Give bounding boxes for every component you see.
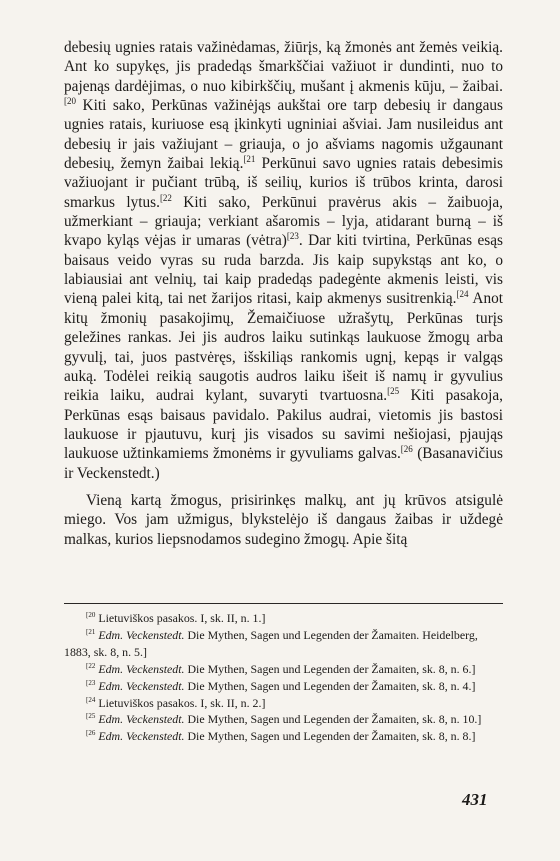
footnote-ref: [21 bbox=[243, 153, 256, 164]
footnote-text: Lietuviškos pasakos. I, sk. II, n. 1.] bbox=[95, 611, 266, 625]
footnote-mark: [24 bbox=[86, 695, 96, 704]
footnote bbox=[64, 695, 503, 712]
footnote bbox=[64, 711, 503, 728]
footnote-ref: [26 bbox=[400, 444, 413, 455]
text-run: Anot kitų žmonių pasakojimų, Žemaičiuose užrašytų, Perkūnas turįs geležines rankas. Jei jis audros laiku sutinkąs laukuose žmogų arba gyvulį, tai, juos pastvėręs, išskiliąs rankomis ugnį, kepąs ir valgąs auką. Todėlei reikią saugotis audros laiku išeit iš namų ir gyvulius reikia laiku, audrai kylant, suvaryti tvartuosna. bbox=[64, 290, 503, 405]
footnote bbox=[64, 661, 503, 678]
footnote-author: Edm. Veckenstedt. bbox=[98, 712, 185, 727]
footnote-ref: [20 bbox=[64, 95, 76, 106]
footnote-mark: [22 bbox=[86, 661, 96, 670]
footnote bbox=[64, 610, 503, 627]
footnote-author: Edm. Veckenstedt. bbox=[98, 729, 185, 744]
text-run: . Dar kiti tvirtina, Perkūnas esąs baisaus veido vyras su ruda barzda. Jis kaip supykstąs ant ko, o labiausiai ant velnių, tai kaip pradedąs padegėnte akmenis leisti, vis vieną palei kitą, tai net žarijos ritasi, kaip akmenys susitrenkią. bbox=[64, 232, 503, 308]
footnote bbox=[64, 627, 503, 661]
footnotes bbox=[64, 603, 503, 745]
footnote bbox=[64, 728, 503, 745]
footnote-text: Die Mythen, Sagen und Legenden der Žamaiten, sk. 8, n. 4.] bbox=[184, 678, 476, 693]
text-run: (Basanavičius ir Veckenstedt.) bbox=[64, 445, 504, 482]
page-number: 431 bbox=[462, 790, 488, 809]
footnote-mark: [26 bbox=[86, 729, 96, 738]
footnote-text: Lietuviškos pasakos. I, sk. II, n. 2.] bbox=[95, 695, 266, 710]
body-text bbox=[64, 38, 503, 549]
text-run: debesių ugnies ratais važinėdamas, žiūrįs, ką žmonės ant žemės veikią. Ant ko supykęs, jis pradedąs šmarkščiai važiuot ir dundinti, nuo to pajenąs dardėjimas, o nuo kibirkščių, mušant į akmenis kūju, – žaibai. bbox=[64, 39, 503, 95]
footnote-ref: [22 bbox=[159, 192, 172, 203]
footnote-text: Die Mythen, Sagen und Legenden der Žamaiten, sk. 8, n. 6.] bbox=[184, 661, 476, 676]
footnote-text: Die Mythen, Sagen und Legenden der Žamaiten, sk. 8, n. 10.] bbox=[184, 712, 482, 727]
text-run: Perkūnui savo ugnies ratais debesimis važiuojant ir pučiant trūbą, iš seilių, kurios iš trūbos krinta, darosi smarkus lytus. bbox=[64, 155, 504, 211]
footnote-mark: [20 bbox=[86, 611, 96, 620]
footnote-text: Die Mythen, Sagen und Legenden der Žamaiten, sk. 8, n. 8.] bbox=[184, 729, 476, 744]
footnote-ref: [25 bbox=[387, 386, 400, 397]
paragraph bbox=[64, 38, 503, 483]
text-run: Kiti pasakoja, Perkūnas esąs baisaus pavidalo. Pakilus audrai, vietomis jis bastosi laukuose ir pjautuvu, kurį jis visados su savimi nešiojasi, pjaująs laukuose užtinkamiems žmonėms ir gyvuliams galvas. bbox=[64, 387, 503, 463]
footnote-text: Die Mythen, Sagen und Legenden der Žamaiten. Heidelberg, 1883, sk. 8, n. 5.] bbox=[64, 627, 478, 659]
footnote-author: Edm. Veckenstedt. bbox=[98, 661, 185, 676]
footnote-author: Edm. Veckenstedt. bbox=[98, 678, 185, 693]
footnote-author: Edm. Veckenstedt. bbox=[98, 627, 185, 642]
paragraph: Vieną kartą žmogus, prisirinkęs malkų, ant jų krūvos atsigulė miego. Vos jam užmigus, blykstelėjo iš dangaus žaibas ir uždegė malkas, kurios liepsnodamos sudegino žmogų. Apie šitą bbox=[64, 491, 503, 548]
footnote-ref: [23 bbox=[286, 231, 299, 242]
footnote-mark: [21 bbox=[86, 627, 96, 636]
text-run: Kiti sako, Perkūnas važinėjąs aukštai ore tarp debesių ir dangaus ugnies ratais, kuriuose esą įkinkyti ugniniai ašviai. Jam nusileidus ant debesių ir jais važiujant – griauja, o jo ašviams nagomis užgaunant debesių, žemyn žaibai lekią. bbox=[64, 97, 503, 173]
footnote-mark: [23 bbox=[86, 678, 96, 687]
footnote-ref: [24 bbox=[456, 289, 469, 300]
footnote-mark: [25 bbox=[86, 712, 96, 721]
footnote bbox=[64, 678, 503, 695]
text-run: Kiti sako, Perkūnui pravėrus akis – žaibuoja, užmerkiant – griauja; verkiant ašaromis – lyja, atidarant burną – iš kvapo kyląs vėjas ir umaras (vėtra) bbox=[64, 193, 503, 250]
